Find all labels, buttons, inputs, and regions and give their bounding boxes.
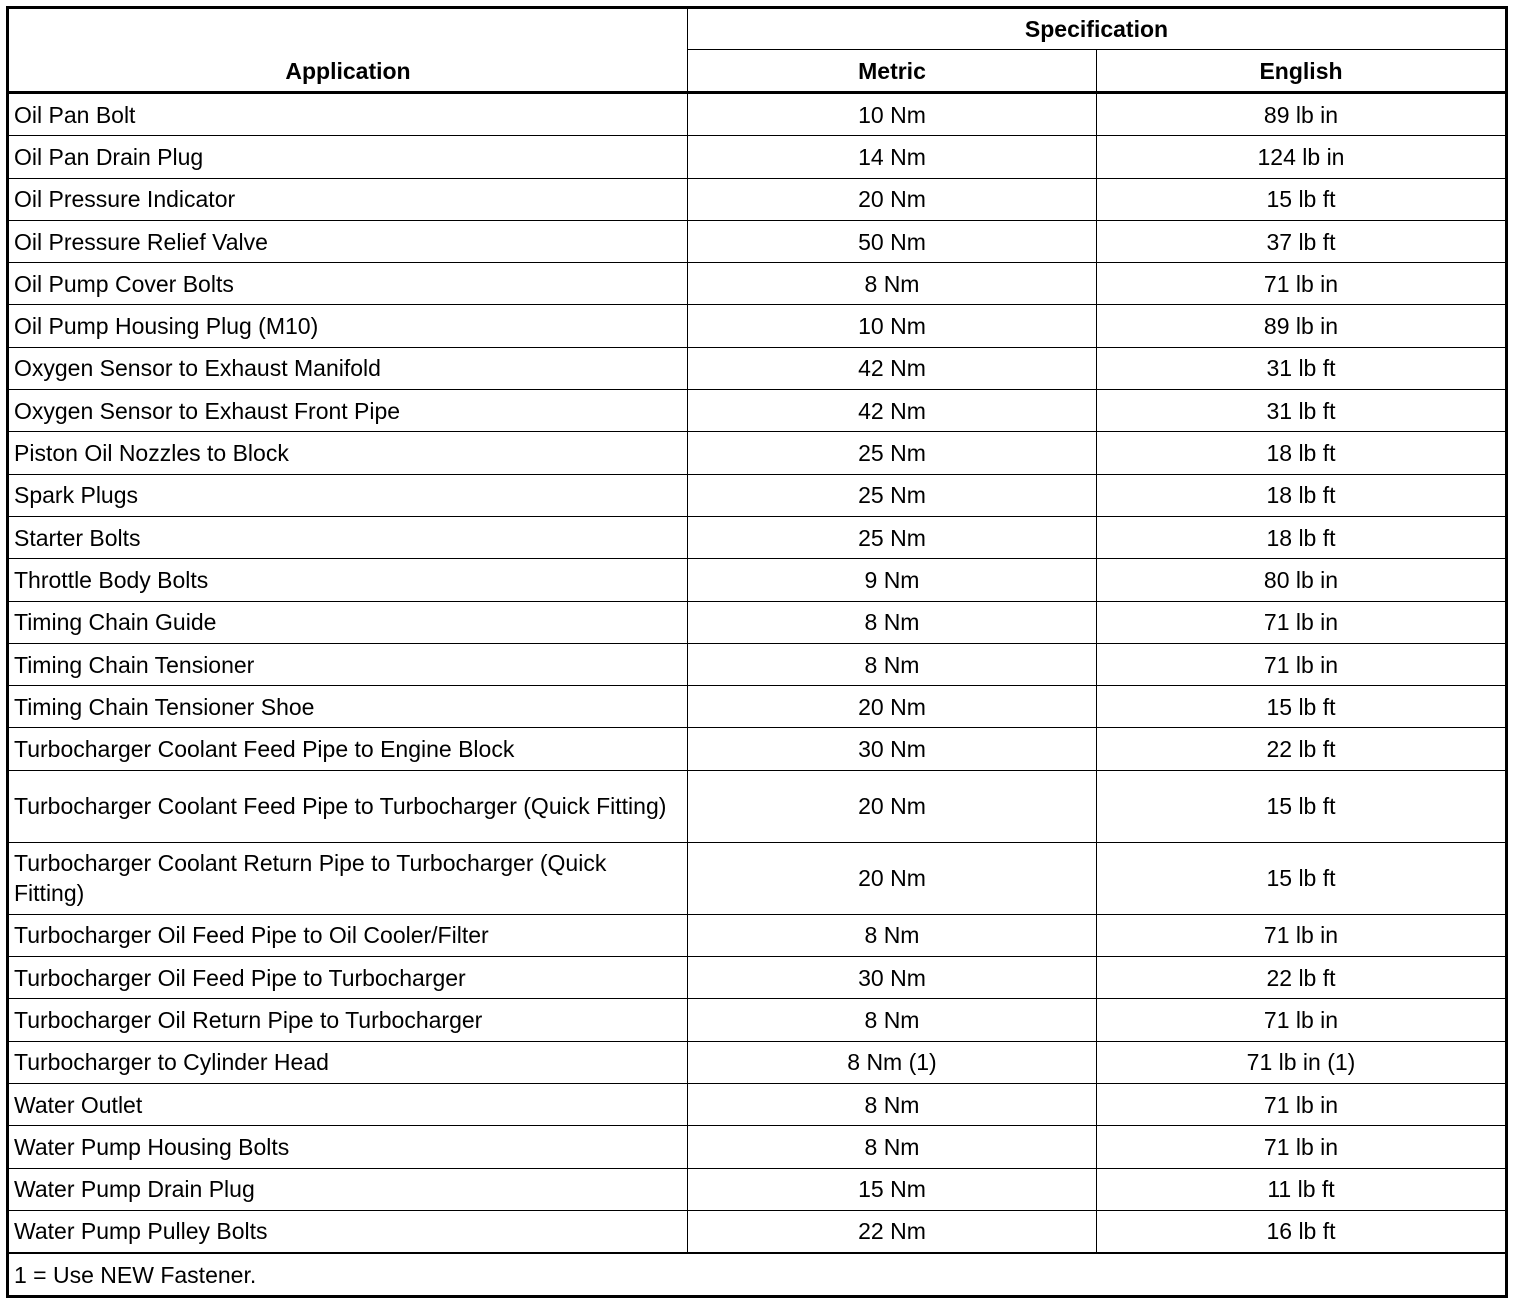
cell-metric: 20 Nm [688,686,1097,728]
cell-metric: 8 Nm [688,263,1097,305]
cell-application: Oil Pressure Relief Valve [8,220,688,262]
table-row [8,305,1507,347]
cell-metric: 25 Nm [688,474,1097,516]
cell-metric: 25 Nm [688,516,1097,558]
table-row [8,999,1507,1041]
cell-metric: 9 Nm [688,559,1097,601]
cell-application: Throttle Body Bolts [8,559,688,601]
table-row [8,914,1507,956]
cell-metric: 8 Nm [688,1083,1097,1125]
cell-application: Water Outlet [8,1083,688,1125]
cell-english: 31 lb ft [1097,390,1507,432]
cell-metric: 22 Nm [688,1210,1097,1253]
table-row [8,601,1507,643]
cell-english: 71 lb in [1097,999,1507,1041]
cell-metric: 15 Nm [688,1168,1097,1210]
table-row [8,136,1507,178]
cell-english: 15 lb ft [1097,842,1507,914]
cell-application: Turbocharger Coolant Feed Pipe to Engine Block [8,728,688,770]
cell-english: 71 lb in [1097,601,1507,643]
cell-english: 31 lb ft [1097,347,1507,389]
table-row [8,263,1507,305]
table-row [8,390,1507,432]
cell-application: Turbocharger Coolant Feed Pipe to Turbocharger (Quick Fitting) [8,770,688,842]
cell-english: 71 lb in (1) [1097,1041,1507,1083]
footnote-row [8,1253,1507,1297]
cell-metric: 8 Nm [688,601,1097,643]
cell-english: 16 lb ft [1097,1210,1507,1253]
cell-metric: 10 Nm [688,305,1097,347]
table-row [8,220,1507,262]
header-english: English [1097,50,1507,93]
cell-application: Water Pump Housing Bolts [8,1126,688,1168]
cell-metric: 8 Nm [688,1126,1097,1168]
cell-application: Turbocharger Oil Return Pipe to Turbocharger [8,999,688,1041]
table-row [8,1210,1507,1253]
cell-application: Turbocharger Oil Feed Pipe to Turbocharger [8,957,688,999]
cell-metric: 42 Nm [688,347,1097,389]
cell-english: 71 lb in [1097,643,1507,685]
cell-english: 22 lb ft [1097,728,1507,770]
cell-metric: 8 Nm [688,999,1097,1041]
cell-english: 22 lb ft [1097,957,1507,999]
cell-metric: 20 Nm [688,842,1097,914]
cell-english: 15 lb ft [1097,686,1507,728]
cell-metric: 20 Nm [688,770,1097,842]
cell-english: 37 lb ft [1097,220,1507,262]
cell-application: Oil Pump Cover Bolts [8,263,688,305]
table-body [8,93,1507,1297]
cell-application: Timing Chain Tensioner [8,643,688,685]
cell-application: Oxygen Sensor to Exhaust Manifold [8,347,688,389]
cell-metric: 8 Nm [688,914,1097,956]
cell-english: 18 lb ft [1097,432,1507,474]
table-row [8,178,1507,220]
cell-metric: 8 Nm [688,643,1097,685]
cell-metric: 25 Nm [688,432,1097,474]
table-row [8,1126,1507,1168]
table-row [8,1083,1507,1125]
cell-application: Starter Bolts [8,516,688,558]
cell-metric: 10 Nm [688,93,1097,136]
cell-metric: 50 Nm [688,220,1097,262]
table-header [8,8,1507,93]
cell-application: Oil Pressure Indicator [8,178,688,220]
header-metric: Metric [688,50,1097,93]
table-row [8,93,1507,136]
cell-application: Turbocharger Coolant Return Pipe to Turbocharger (Quick Fitting) [8,842,688,914]
cell-english: 89 lb in [1097,93,1507,136]
cell-application: Turbocharger Oil Feed Pipe to Oil Cooler/Filter [8,914,688,956]
table-row [8,474,1507,516]
table-row [8,770,1507,842]
table-row [8,1041,1507,1083]
cell-english: 71 lb in [1097,1126,1507,1168]
table-row [8,728,1507,770]
cell-english: 71 lb in [1097,914,1507,956]
cell-application: Water Pump Pulley Bolts [8,1210,688,1253]
header-row-top [8,8,1507,50]
cell-english: 11 lb ft [1097,1168,1507,1210]
footnote: 1 = Use NEW Fastener. [8,1253,1507,1297]
cell-english: 15 lb ft [1097,770,1507,842]
table-row [8,1168,1507,1210]
table-row [8,432,1507,474]
cell-metric: 8 Nm (1) [688,1041,1097,1083]
cell-english: 18 lb ft [1097,516,1507,558]
table-row [8,686,1507,728]
cell-application: Turbocharger to Cylinder Head [8,1041,688,1083]
cell-english: 18 lb ft [1097,474,1507,516]
cell-english: 15 lb ft [1097,178,1507,220]
cell-metric: 14 Nm [688,136,1097,178]
cell-application: Piston Oil Nozzles to Block [8,432,688,474]
table-row [8,957,1507,999]
table-row [8,842,1507,914]
cell-application: Water Pump Drain Plug [8,1168,688,1210]
fastener-spec-table [6,6,1508,1298]
cell-metric: 30 Nm [688,728,1097,770]
cell-application: Timing Chain Guide [8,601,688,643]
cell-application: Oxygen Sensor to Exhaust Front Pipe [8,390,688,432]
cell-application: Oil Pan Bolt [8,93,688,136]
table-row [8,559,1507,601]
cell-english: 71 lb in [1097,1083,1507,1125]
cell-english: 71 lb in [1097,263,1507,305]
header-specification: Specification [688,8,1507,50]
header-application: Application [8,8,688,93]
cell-application: Oil Pump Housing Plug (M10) [8,305,688,347]
cell-metric: 30 Nm [688,957,1097,999]
cell-english: 80 lb in [1097,559,1507,601]
table-row [8,516,1507,558]
cell-english: 89 lb in [1097,305,1507,347]
cell-application: Spark Plugs [8,474,688,516]
table-row [8,347,1507,389]
cell-metric: 20 Nm [688,178,1097,220]
cell-metric: 42 Nm [688,390,1097,432]
cell-application: Timing Chain Tensioner Shoe [8,686,688,728]
cell-application: Oil Pan Drain Plug [8,136,688,178]
table-row [8,643,1507,685]
cell-english: 124 lb in [1097,136,1507,178]
